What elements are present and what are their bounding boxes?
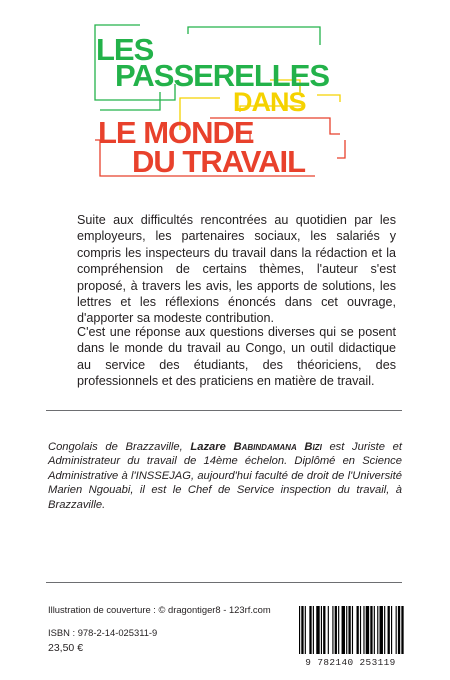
summary-paragraph-2: C'est une réponse aux questions diverses qui se posent dans le monde du travail au Congo, un outil didactique au service des étudiants, des théoriciens, des professionnels et des praticiens en matière de travail. (77, 325, 396, 389)
isbn-text: ISBN : 978-2-14-025311-9 (48, 627, 158, 638)
cover-illustration-credit: Illustration de couverture : © dragontiger8 - 123rf.com (48, 604, 271, 615)
title-line-dans: DANS (233, 87, 306, 117)
summary-paragraph-1: Suite aux difficultés rencontrées au quotidien par les employeurs, les partenaires sociaux, les salariés y compris les inspecteurs du travail dans la rédaction et la compréhension de certains thèmes, l'auteur s'est proposé, à travers les avis, les apports de solutions, les lettres et les réflexions énoncés dans cet ouvrage, d'apporter sa modeste contribution. (77, 213, 396, 326)
author-bio-intro: Congolais de Brazzaville, (48, 441, 191, 453)
divider-bottom (46, 582, 402, 583)
cover-title-artwork (0, 0, 450, 200)
author-bio-text: est Juriste et Administrateur du travail de 14ème échelon. Diplômé en Science Administrative à l'INSSEJAG, aujourd'hui faculté de droit de l'Université Marien Ngouabi, il est le Chef de Service inspection du travail, à Brazzaville. (48, 441, 402, 511)
title-line-du-travail: DU TRAVAIL (132, 144, 306, 179)
title-line-passerelles: PASSERELLES (115, 58, 330, 93)
barcode-number: 9 782140 253119 (305, 657, 396, 668)
author-first-name: Lazare (190, 441, 234, 453)
price-text: 23,50 € (48, 642, 84, 654)
author-bio (48, 440, 402, 512)
title-line-les: LES (96, 32, 154, 67)
isbn-barcode (293, 606, 408, 670)
author-surname: Babindamana Bizi (233, 441, 322, 453)
barcode-bars (293, 606, 408, 656)
author-name (190, 441, 321, 453)
divider-top (46, 410, 402, 411)
title-line-le-monde: LE MONDE (98, 115, 254, 150)
